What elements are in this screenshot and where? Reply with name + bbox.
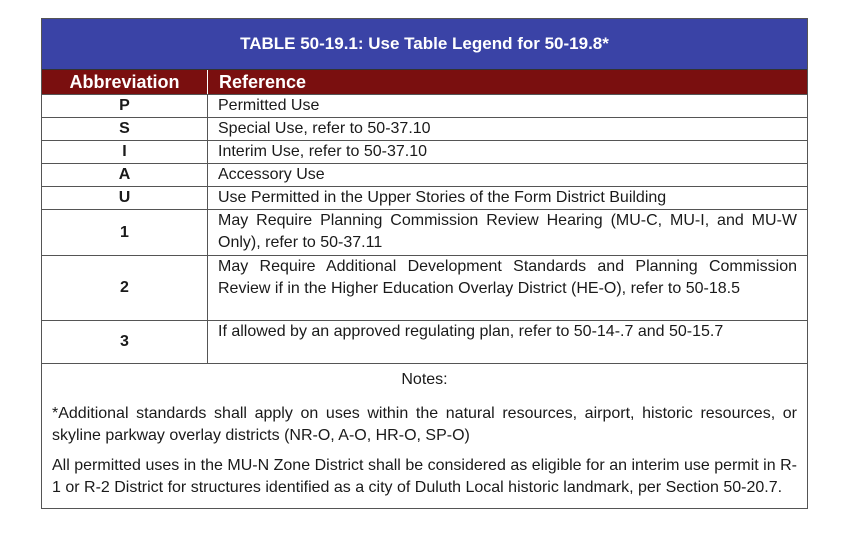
abbreviation-cell: 2 — [42, 256, 208, 320]
table-row — [42, 320, 807, 363]
table-title: TABLE 50-19.1: Use Table Legend for 50-19.8* — [42, 19, 807, 70]
reference-cell: If allowed by an approved regulating plan, refer to 50-14-.7 and 50-15.7 — [218, 323, 724, 340]
header-reference: Reference — [219, 72, 307, 92]
abbreviation-cell: S — [42, 118, 208, 140]
reference-cell: Special Use, refer to 50-37.10 — [218, 120, 431, 137]
table-row — [42, 255, 807, 320]
table-row — [42, 117, 807, 140]
notes-section — [42, 363, 807, 508]
reference-cell: May Require Planning Commission Review Hearing (MU-C, MU-I, and MU-W Only), refer to 50-37.11 — [218, 212, 797, 251]
reference-cell: Use Permitted in the Upper Stories of the Form District Building — [218, 189, 667, 206]
abbreviation-cell: 1 — [42, 210, 208, 255]
table-row — [42, 163, 807, 186]
abbreviation-cell: I — [42, 141, 208, 163]
table-row — [42, 94, 807, 117]
note-paragraph: *Additional standards shall apply on uses within the natural resources, airport, historic resources, or skyline parkway overlay districts (NR-O, A-O, HR-O, SP-O) — [52, 405, 797, 444]
reference-cell: May Require Additional Development Standards and Planning Commission Review if in the Higher Education Overlay District (HE-O), refer to 50-18.5 — [218, 258, 797, 297]
abbreviation-cell: 3 — [42, 321, 208, 363]
table-row — [42, 209, 807, 255]
header-abbreviation: Abbreviation — [42, 70, 208, 94]
note-paragraph: All permitted uses in the MU-N Zone District shall be considered as eligible for an interim use permit in R-1 or R-2 District for structures identified as a city of Duluth Local historic landmark, per Section 50-20.7. — [52, 457, 797, 496]
reference-cell: Permitted Use — [218, 97, 320, 114]
use-table-legend — [41, 18, 808, 509]
abbreviation-cell: A — [42, 164, 208, 186]
abbreviation-cell: P — [42, 95, 208, 117]
table-row — [42, 186, 807, 209]
reference-cell: Accessory Use — [218, 166, 325, 183]
table-row — [42, 140, 807, 163]
abbreviation-cell: U — [42, 187, 208, 209]
reference-cell: Interim Use, refer to 50-37.10 — [218, 143, 427, 160]
table-header-row — [42, 70, 807, 94]
notes-title: Notes: — [401, 371, 448, 388]
